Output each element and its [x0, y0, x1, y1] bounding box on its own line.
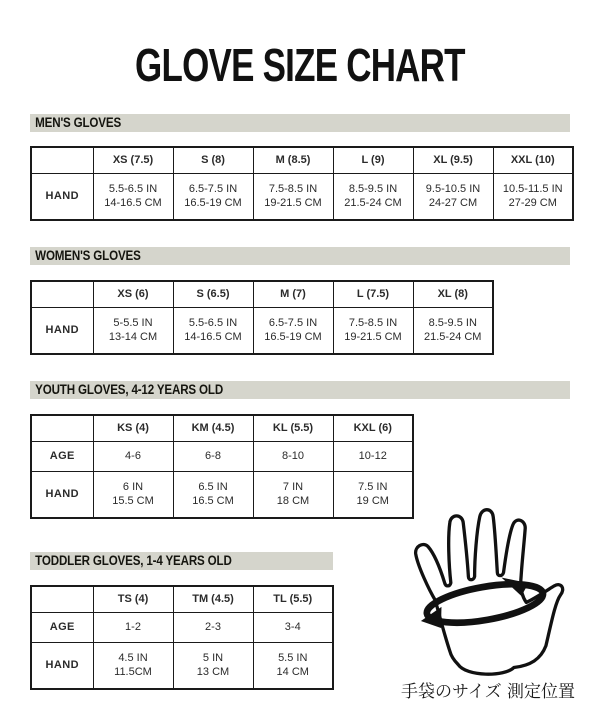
hand-inches: 7.5-8.5 IN	[268, 183, 318, 196]
section-header-womens-label: WOMEN'S GLOVES	[35, 248, 141, 263]
hand-inches: 4.5 IN	[118, 652, 148, 665]
hand-inches: 6.5 IN	[198, 481, 228, 494]
hand-cm: 19-21.5 CM	[264, 197, 322, 210]
hand-row-label: HAND	[31, 642, 93, 689]
toddler-size-table	[30, 585, 334, 690]
hand-cm: 14 CM	[276, 666, 309, 679]
hand-cm: 16.5-19 CM	[184, 197, 242, 210]
hand-inches: 5.5-6.5 IN	[108, 183, 158, 196]
section-header-youth	[30, 381, 570, 399]
size-col-header: L (9)	[333, 147, 413, 173]
section-header-toddler	[30, 552, 333, 570]
hand-cm: 13-14 CM	[108, 331, 158, 344]
mens-header-row	[31, 147, 573, 173]
mens-size-table	[30, 146, 574, 221]
section-header-youth-label: YOUTH GLOVES, 4-12 YEARS OLD	[35, 382, 224, 397]
hand-inches: 9.5-10.5 IN	[425, 183, 481, 196]
hand-measure-icon	[404, 496, 570, 682]
size-col-header: XL (8)	[413, 281, 493, 307]
hand-inches: 7.5-8.5 IN	[348, 317, 398, 330]
womens-size-table	[30, 280, 494, 355]
size-col-header: S (8)	[173, 147, 253, 173]
size-col-header: TS (4)	[93, 586, 173, 612]
hand-row-label: HAND	[31, 307, 93, 354]
hand-cm: 15.5 CM	[112, 495, 154, 508]
toddler-hand-row	[31, 642, 333, 689]
page-title-text: GLOVE SIZE CHART	[135, 39, 465, 91]
hand-measurement-cell	[173, 642, 253, 689]
hand-measurement-cell	[333, 471, 413, 518]
hand-inches: 6.5-7.5 IN	[268, 317, 318, 330]
hand-inches: 8.5-9.5 IN	[428, 317, 477, 330]
youth-size-table	[30, 414, 414, 519]
size-col-header: M (7)	[253, 281, 333, 307]
youth-hand-row	[31, 471, 413, 518]
youth-age-row	[31, 441, 413, 471]
diagram-caption: 手袋のサイズ 測定位置	[400, 682, 576, 702]
age-cell: 2-3	[173, 612, 253, 642]
size-col-header: L (7.5)	[333, 281, 413, 307]
section-header-mens-label: MEN'S GLOVES	[35, 115, 122, 130]
corner-cell	[31, 586, 93, 612]
hand-measurement-cell	[173, 307, 253, 354]
hand-measurement-cell	[253, 173, 333, 220]
age-row-label: AGE	[31, 441, 93, 471]
hand-inches: 5-5.5 IN	[113, 317, 153, 330]
size-col-header: S (6.5)	[173, 281, 253, 307]
hand-measurement-cell	[93, 307, 173, 354]
section-header-womens	[30, 247, 570, 265]
hand-measure-diagram	[404, 496, 570, 682]
hand-measurement-cell	[93, 642, 173, 689]
size-col-header: TM (4.5)	[173, 586, 253, 612]
size-col-header: XXL (10)	[493, 147, 573, 173]
hand-measurement-cell	[173, 471, 253, 518]
corner-cell	[31, 281, 93, 307]
hand-row-label: HAND	[31, 471, 93, 518]
page-title	[0, 38, 600, 92]
hand-cm: 19 CM	[356, 495, 389, 508]
toddler-age-row	[31, 612, 333, 642]
section-header-mens	[30, 114, 570, 132]
hand-inches: 7 IN	[282, 481, 304, 494]
hand-cm: 14-16.5 CM	[184, 331, 242, 344]
hand-inches: 6 IN	[122, 481, 144, 494]
hand-measurement-cell	[93, 471, 173, 518]
hand-cm: 24-27 CM	[428, 197, 478, 210]
toddler-header-row	[31, 586, 333, 612]
hand-cm: 11.5CM	[114, 666, 152, 679]
hand-measurement-cell	[413, 173, 493, 220]
hand-measurement-cell	[333, 307, 413, 354]
youth-header-row	[31, 415, 413, 441]
hand-measurement-cell	[413, 307, 493, 354]
hand-measurement-cell	[493, 173, 573, 220]
size-col-header: KM (4.5)	[173, 415, 253, 441]
womens-header-row	[31, 281, 493, 307]
hand-inches: 5.5 IN	[278, 652, 308, 665]
hand-cm: 16.5-19 CM	[264, 331, 322, 344]
hand-measurement-cell	[93, 173, 173, 220]
age-row-label: AGE	[31, 612, 93, 642]
hand-cm: 21.5-24 CM	[344, 197, 402, 210]
hand-cm: 14-16.5 CM	[104, 197, 162, 210]
hand-cm: 19-21.5 CM	[344, 331, 402, 344]
hand-measurement-cell	[253, 642, 333, 689]
mens-hand-row	[31, 173, 573, 220]
womens-hand-row	[31, 307, 493, 354]
hand-cm: 21.5-24 CM	[424, 331, 482, 344]
hand-inches: 8.5-9.5 IN	[348, 183, 398, 196]
age-cell: 10-12	[333, 441, 413, 471]
hand-inches: 10.5-11.5 IN	[502, 183, 563, 196]
hand-measurement-cell	[253, 471, 333, 518]
hand-inches: 7.5 IN	[358, 481, 388, 494]
hand-inches: 5 IN	[202, 652, 224, 665]
hand-measurement-cell	[173, 173, 253, 220]
size-col-header: XL (9.5)	[413, 147, 493, 173]
age-cell: 6-8	[173, 441, 253, 471]
hand-cm: 18 CM	[276, 495, 310, 508]
hand-cm: 13 CM	[196, 666, 230, 679]
hand-row-label: HAND	[31, 173, 93, 220]
hand-cm: 16.5 CM	[192, 495, 234, 508]
size-col-header: KXL (6)	[333, 415, 413, 441]
size-col-header: M (8.5)	[253, 147, 333, 173]
age-cell: 3-4	[253, 612, 333, 642]
section-header-toddler-label: TODDLER GLOVES, 1-4 YEARS OLD	[35, 553, 232, 568]
hand-measurement-cell	[333, 173, 413, 220]
hand-measurement-cell	[253, 307, 333, 354]
corner-cell	[31, 415, 93, 441]
hand-inches: 5.5-6.5 IN	[188, 317, 238, 330]
age-cell: 8-10	[253, 441, 333, 471]
size-col-header: XS (6)	[93, 281, 173, 307]
corner-cell	[31, 147, 93, 173]
age-cell: 1-2	[93, 612, 173, 642]
size-col-header: XS (7.5)	[93, 147, 173, 173]
age-cell: 4-6	[93, 441, 173, 471]
size-col-header: TL (5.5)	[253, 586, 333, 612]
hand-inches: 6.5-7.5 IN	[188, 183, 238, 196]
size-col-header: KL (5.5)	[253, 415, 333, 441]
size-col-header: KS (4)	[93, 415, 173, 441]
hand-cm: 27-29 CM	[508, 197, 557, 210]
